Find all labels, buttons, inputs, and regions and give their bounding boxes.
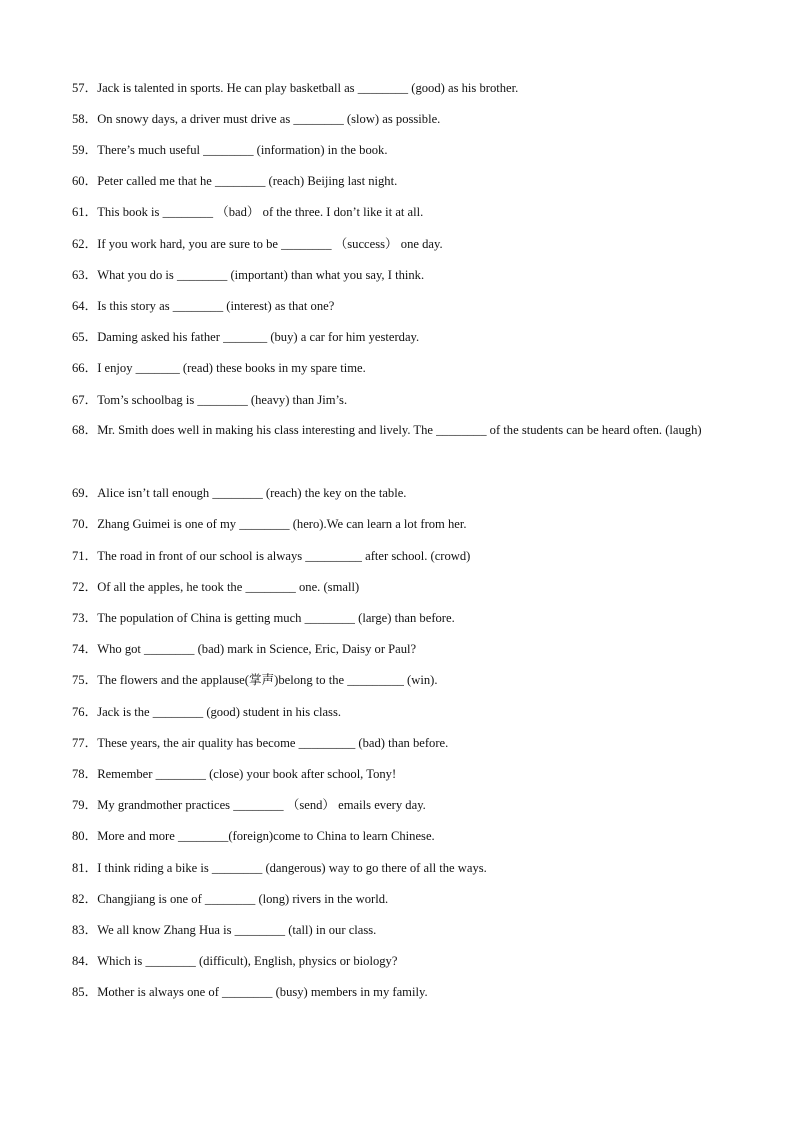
- question-85: 85．Mother is always one of ________ (busy) members in my family.: [72, 985, 428, 999]
- question-62: 62．If you work hard, you are sure to be ________ （success） one day.: [72, 237, 443, 251]
- question-82: 82．Changjiang is one of ________ (long) rivers in the world.: [72, 892, 389, 906]
- question-68: 68．Mr. Smith does well in making his class interesting and lively. The ________ of the students can be heard often. (laugh): [72, 423, 702, 437]
- question-72: 72．Of all the apples, he took the ________ one. (small): [72, 580, 360, 594]
- question-76: 76．Jack is the ________ (good) student in his class.: [72, 705, 341, 719]
- question-79: 79．My grandmother practices ________ （send） emails every day.: [72, 798, 426, 812]
- question-74: 74．Who got ________ (bad) mark in Science, Eric, Daisy or Paul?: [72, 642, 417, 656]
- question-64: 64．Is this story as ________ (interest) as that one?: [72, 299, 335, 313]
- question-57: 57．Jack is talented in sports. He can play basketball as ________ (good) as his brother.: [72, 81, 519, 95]
- question-77: 77．These years, the air quality has become _________ (bad) than before.: [72, 736, 449, 750]
- question-58: 58．On snowy days, a driver must drive as ________ (slow) as possible.: [72, 112, 441, 126]
- question-73: 73．The population of China is getting much ________ (large) than before.: [72, 611, 455, 625]
- question-67: 67．Tom’s schoolbag is ________ (heavy) than Jim’s.: [72, 393, 348, 407]
- question-63: 63．What you do is ________ (important) than what you say, I think.: [72, 268, 425, 282]
- question-71: 71．The road in front of our school is always _________ after school. (crowd): [72, 549, 471, 563]
- question-60: 60．Peter called me that he ________ (reach) Beijing last night.: [72, 174, 398, 188]
- question-83: 83．We all know Zhang Hua is ________ (tall) in our class.: [72, 923, 377, 937]
- question-65: 65．Daming asked his father _______ (buy) a car for him yesterday.: [72, 330, 420, 344]
- question-69: 69．Alice isn’t tall enough ________ (reach) the key on the table.: [72, 486, 407, 500]
- question-59: 59．There’s much useful ________ (information) in the book.: [72, 143, 388, 157]
- question-66: 66．I enjoy _______ (read) these books in my spare time.: [72, 361, 366, 375]
- question-80: 80．More and more ________(foreign)come to China to learn Chinese.: [72, 829, 435, 843]
- question-70: 70．Zhang Guimei is one of my ________ (hero).We can learn a lot from her.: [72, 517, 467, 531]
- question-84: 84．Which is ________ (difficult), English, physics or biology?: [72, 954, 398, 968]
- question-61: 61．This book is ________ （bad） of the three. I don’t like it at all.: [72, 205, 424, 219]
- question-81: 81．I think riding a bike is ________ (dangerous) way to go there of all the ways.: [72, 861, 487, 875]
- question-78: 78．Remember ________ (close) your book after school, Tony!: [72, 767, 397, 781]
- question-75: 75．The flowers and the applause(掌声)belong to the _________ (win).: [72, 673, 438, 687]
